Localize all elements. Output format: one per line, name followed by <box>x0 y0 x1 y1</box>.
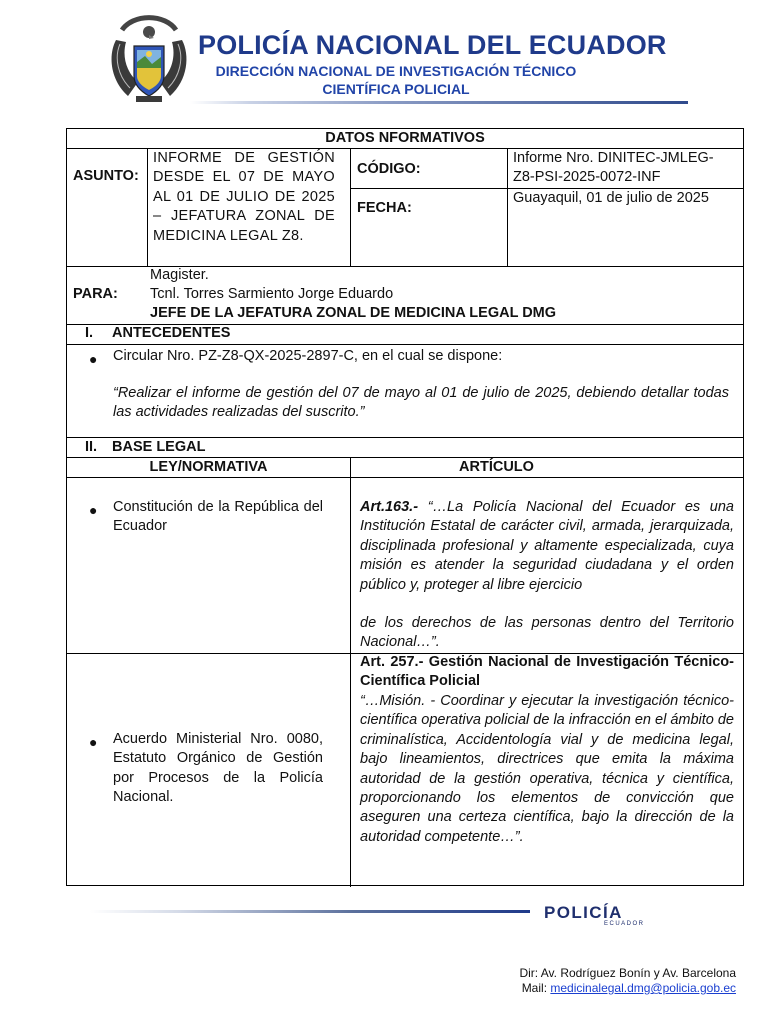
column-header-articulo: ARTÍCULO <box>459 459 534 475</box>
footer-divider <box>90 910 530 913</box>
antecedente-quote: “Realizar el informe de gestión del 07 de mayo al 01 de julio de 2025, debiendo detallar todas las actividades realizadas del suscrito.” <box>113 385 729 421</box>
para-title: Magister. <box>150 267 209 283</box>
header-divider <box>190 101 688 104</box>
ley-text: Acuerdo Ministerial Nro. 0080, Estatuto Orgánico de Gestión por Procesos de la Policía Nacional. <box>113 731 323 806</box>
institution-subtitle: DIRECCIÓN NACIONAL DE INVESTIGACIÓN TÉCNICO CIENTÍFICA POLICIAL <box>215 63 577 97</box>
fecha-label: FECHA: <box>357 200 412 216</box>
institution-title: POLICÍA NACIONAL DEL ECUADOR <box>198 30 667 60</box>
articulo-heading: Art. 257.- Gestión Nacional de Investigación Técnico-Científica Policial <box>360 654 734 690</box>
para-name: Tcnl. Torres Sarmiento Jorge Eduardo <box>150 286 394 302</box>
para-position: JEFE DE LA JEFATURA ZONAL DE MEDICINA LEGAL DMG <box>150 305 557 321</box>
antecedente-text: Circular Nro. PZ-Z8-QX-2025-2897-C, en el cual se dispone: <box>113 348 503 364</box>
codigo-label: CÓDIGO: <box>357 161 421 177</box>
bullet-icon: ● <box>89 502 98 518</box>
footer-mail-link[interactable]: medicinalegal.dmg@policia.gob.ec <box>550 981 736 995</box>
articulo-text <box>360 498 734 595</box>
column-header-ley: LEY/NORMATIVA <box>149 459 268 475</box>
para-label: PARA: <box>73 286 118 302</box>
footer-mail-label: Mail: <box>521 981 548 995</box>
section-antecedentes-number: I. <box>85 325 94 341</box>
footer-mail-line <box>519 981 736 996</box>
table-title: DATOS NFORMATIVOS <box>325 130 485 146</box>
articulo-body: “…La Policía Nacional del Ecuador es una Institución Estatal de carácter civil, armada, jerarquizada, disciplinada profesional y altamente especializada, cuya misión es atender la seguridad ciudadana y el orden público y, proteger al libre ejercicio <box>360 499 734 593</box>
articulo-heading: Art.163.- <box>360 499 419 515</box>
section-base-legal-number: II. <box>85 439 98 455</box>
footer-address-block <box>519 966 736 996</box>
section-antecedentes-title: ANTECEDENTES <box>112 325 231 341</box>
police-emblem-icon <box>108 10 190 106</box>
policia-logo-icon: POLICÍA ECUADOR <box>544 903 645 927</box>
articulo-body: “…Misión. - Coordinar y ejecutar la investigación técnico-científica operativa policial de la infracción en el ámbito de criminalística, Accidentología vial y de medicina legal, bajo lineamientos, directrices que emita la máxima autoridad de la gestión operativa, técnica y científica, proporcionando los elementos de convicción que aseguren una certeza científica, bajo la dirección de la autoridad competente…”. <box>360 693 734 845</box>
informative-data-table <box>66 128 744 886</box>
section-base-legal-title: BASE LEGAL <box>112 439 206 455</box>
footer-address: Dir: Av. Rodríguez Bonín y Av. Barcelona <box>519 966 736 980</box>
codigo-value: Informe Nro. DINITEC-JMLEG-Z8-PSI-2025-0072-INF <box>513 150 714 186</box>
articulo-text-continued: de los derechos de las personas dentro del Territorio Nacional…”. <box>360 615 734 651</box>
fecha-value: Guayaquil, 01 de julio de 2025 <box>513 190 709 206</box>
bullet-icon: ● <box>89 734 98 750</box>
asunto-value: INFORME DE GESTIÓN DESDE EL 07 DE MAYO AL 01 DE JULIO DE 2025 – JEFATURA ZONAL DE MEDICINA LEGAL Z8. <box>153 150 335 244</box>
ley-text: Constitución de la República del Ecuador <box>113 499 323 535</box>
asunto-label: ASUNTO: <box>73 168 139 184</box>
bullet-icon: ● <box>89 351 98 367</box>
